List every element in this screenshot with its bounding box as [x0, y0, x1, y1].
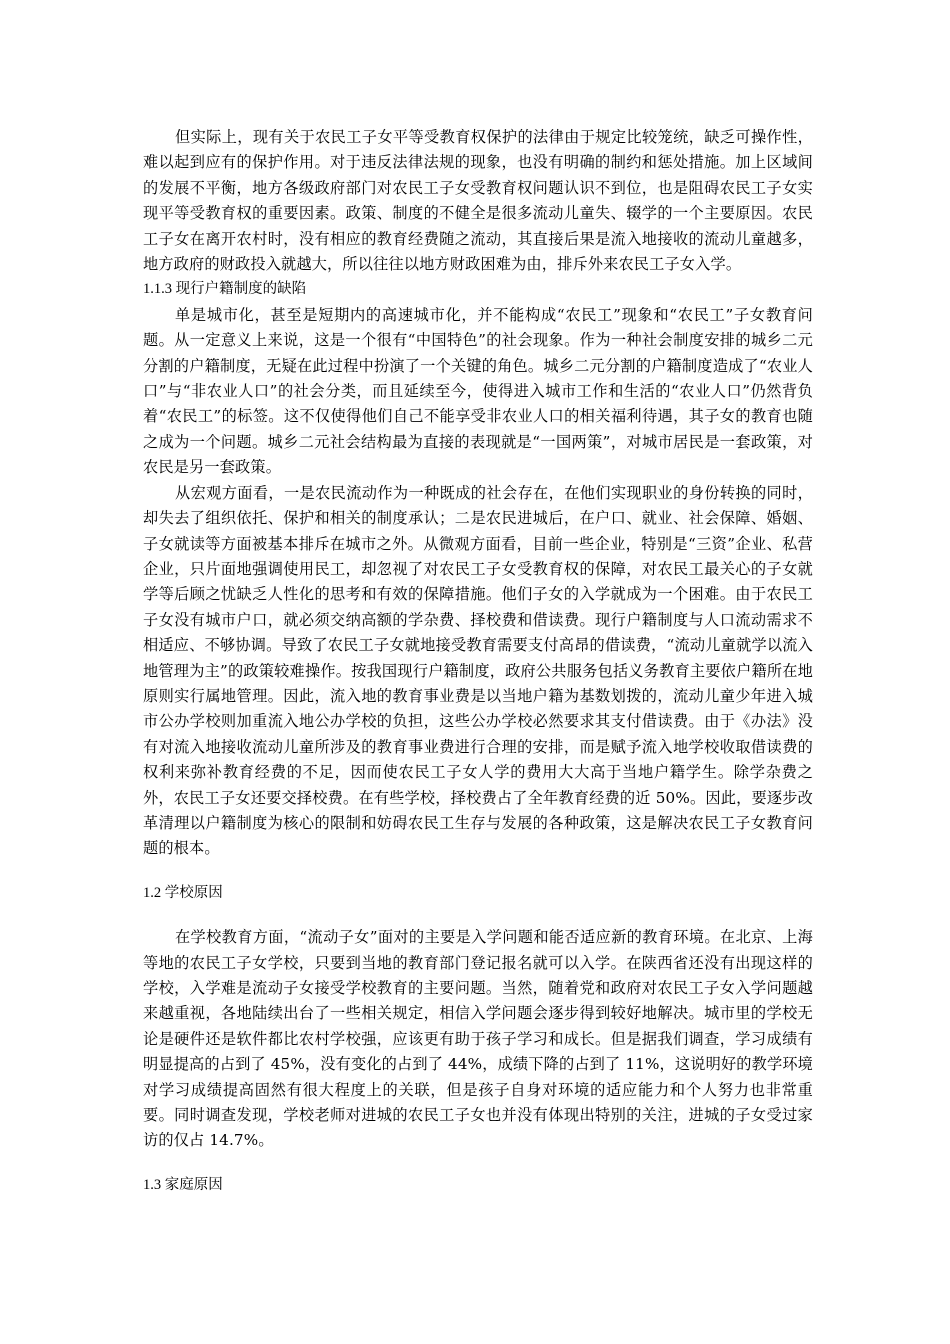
paragraph-household-registration: 单是城市化，甚至是短期内的高速城市化，并不能构成“农民工”现象和“农民工”子女教育问题。从一定意义上来说，这是一个很有“中国特色”的社会现象。作为一种社会制度安排的城乡二元分割的户籍制度，无疑在此过程中扮演了一个关键的角色。城乡二元分割的户籍制度造成了“农业人口”与“非农业人口”的社会分类，而且延续至今，使得进入城市工作和生活的“农业人口”仍然背负着“农民工”的标签。这不仅使得他们自己不能享受非农业人口的相关福利待遇，其子女的教育也随之成为一个问题。城乡二元社会结构最为直接的表现就是“一国两策”，对城市居民是一套政策，对农民是另一套政策。 — [143, 305, 813, 477]
document-page — [143, 125, 813, 1198]
section-heading-1-3: 1.3 家庭原因 — [143, 1176, 223, 1193]
spacer — [143, 906, 813, 925]
section-heading-1-1-3: 1.1.3 现行户籍制度的缺陷 — [143, 281, 307, 298]
spacer — [143, 862, 813, 881]
section-heading-1-2: 1.2 学校原因 — [143, 884, 223, 901]
paragraph-legal-protection: 但实际上，现有关于农民工子女平等受教育权保护的法律由于规定比较笼统，缺乏可操作性，难以起到应有的保护作用。对于违反法律法规的现象，也没有明确的制约和惩处措施。加上区域间的发展不平衡，地方各级政府部门对农民工子女受教育权问题认识不到位，也是阻碍农民工子女实现平等受教育权的重要因素。政策、制度的不健全是很多流动儿童失、辍学的一个主要原因。农民工子女在离开农村时，没有相应的教育经费随之流动，其直接后果是流入地接收的流动儿童越多，地方政府的财政投入就越大，所以往往以地方财政困难为由，排斥外来农民工子女入学。 — [143, 128, 813, 274]
paragraph-school-reasons: 在学校教育方面，“流动子女”面对的主要是入学问题和能否适应新的教育环境。在北京、上海等地的农民工子女学校，只要到当地的教育部门登记报名就可以入学。在陕西省还没有出现这样的学校，入学难是流动子女接受学校教育的主要问题。当然，随着党和政府对农民工子女入学问题越来越重视，各地陆续出台了一些相关规定，相信入学问题会逐步得到较好地解决。城市里的学校无论是硬件还是软件都比农村学校强，应该更有助于孩子学习和成长。但是据我们调查，学习成绩有明显提高的占到了 45%，没有变化的占到了 44%，成绩下降的占到了 11%，这说明好的教学环境对学习成绩提高固然有很大程度上的关联，但是孩子自身对环境的适应能力和个人努力也非常重要。同时调查发现，学校老师对进城的农民工子女也并没有体现出特别的关注，进城的子女受过家访的仅占 14.7%。 — [143, 928, 813, 1150]
paragraph-macro-micro-view: 从宏观方面看，一是农民流动作为一种既成的社会存在，在他们实现职业的身份转换的同时，却失去了组织依托、保护和相关的制度承认；二是农民进城后，在户口、就业、社会保障、婚姻、子女就读等方面被基本排斥在城市之外。从微观方面看，目前一些企业，特别是“三资”企业、私营企业，只片面地强调使用民工，却忽视了对农民工子女受教育权的保障，对农民工最关心的子女就学等后顾之忧缺乏人性化的思考和有效的保障措施。他们子女的入学就成为一个困难。由于农民工子女没有城市户口，就必须交纳高额的学杂费、择校费和借读费。现行户籍制度与人口流动需求不相适应、不够协调。导致了农民工子女就地接受教育需要支付高昂的借读费，“流动儿童就学以流入地管理为主”的政策较难操作。按我国现行户籍制度，政府公共服务包括义务教育主要依户籍所在地原则实行属地管理。因此，流入地的教育事业费是以当地户籍为基数划拨的，流动儿童少年进入城市公办学校则加重流入地公办学校的负担，这些公办学校必然要求其支付借读费。由于《办法》没有对流入地接收流动儿童所涉及的教育事业费进行合理的安排，而是赋予流入地学校收取借读费的权利来弥补教育经费的不足，因而使农民工子女人学的费用大大高于当地户籍学生。除学杂费之外，农民工子女还要交择校费。在有些学校，择校费占了全年教育经费的近 50%。因此，要逐步改革清理以户籍制度为核心的限制和妨碍农民工生存与发展的各种政策，这是解决农民工子女教育问题的根本。 — [143, 483, 813, 858]
spacer — [143, 1154, 813, 1173]
